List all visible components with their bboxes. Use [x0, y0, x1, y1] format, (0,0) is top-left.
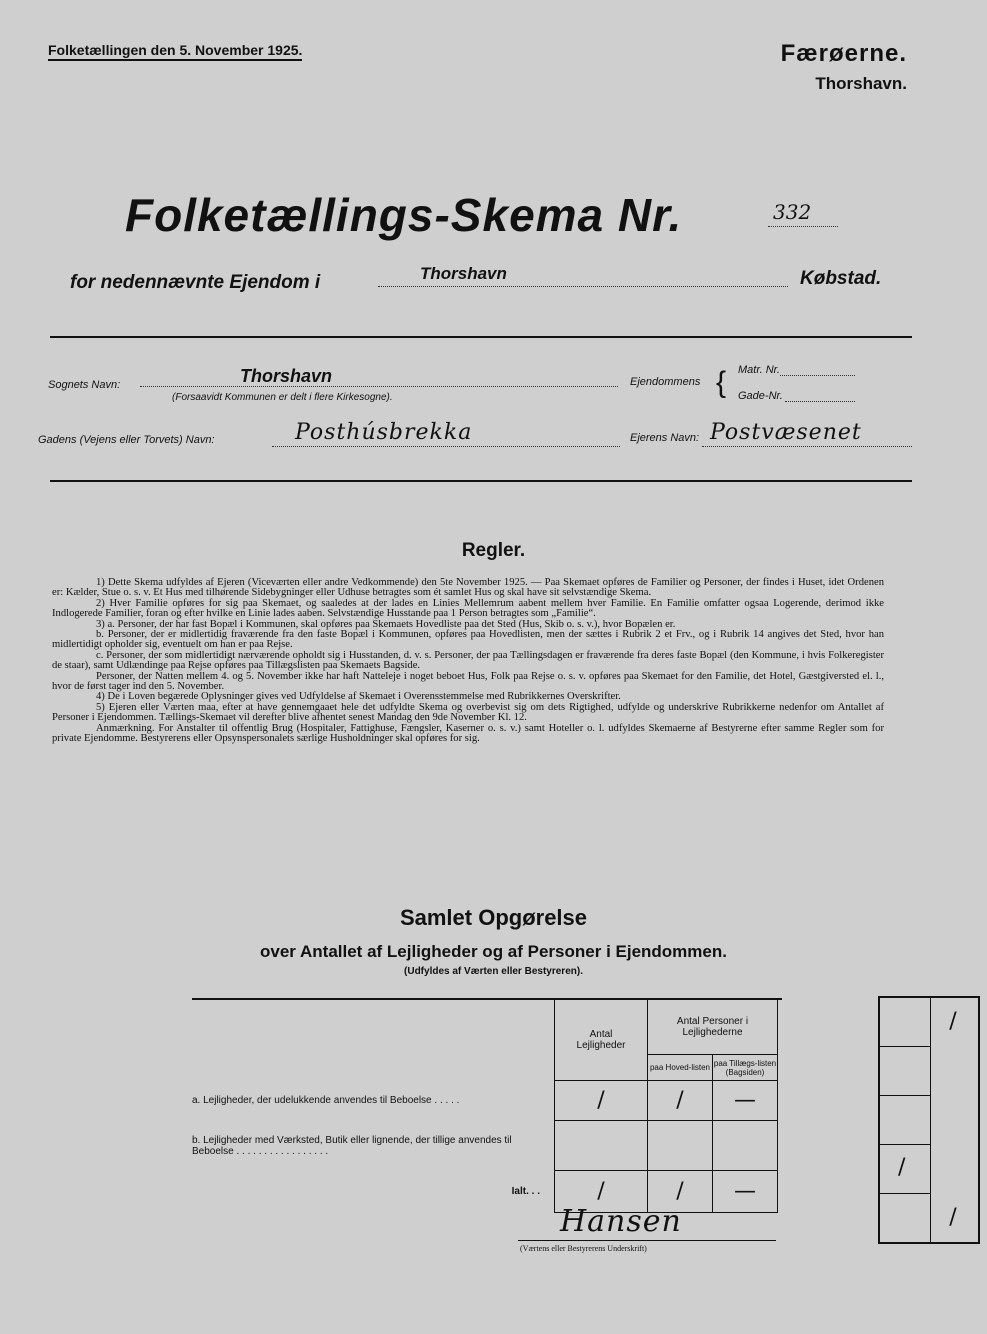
- col-persons-header: [648, 999, 778, 1055]
- header-census-date: Folketællingen den 5. November 1925.: [48, 42, 302, 61]
- rules-title: Regler.: [461, 540, 526, 561]
- side-row-2: [880, 1047, 931, 1096]
- row-a-label: a. Lejligheder, der udelukkende anvendes til Beboelse . . . . .: [192, 1081, 555, 1121]
- form-number: 332: [773, 200, 812, 224]
- summary-subtitle: over Antallet af Lejligheder og af Personer i Ejendommen.: [260, 942, 727, 961]
- side-mark-1: /: [949, 1009, 957, 1034]
- col-apartments-header: [555, 999, 648, 1081]
- subtitle-suffix: Købstad.: [800, 268, 882, 289]
- summary-title: Samlet Opgørelse: [399, 905, 588, 930]
- row-total-label: Ialt. . .: [192, 1171, 555, 1213]
- row-total-supp: —: [713, 1171, 778, 1213]
- row-a-apartments: /: [555, 1081, 648, 1121]
- signature-label: (Værtens eller Bestyrerens Underskrift): [520, 1244, 647, 1253]
- owner-label: Ejerens Navn:: [630, 432, 700, 444]
- rule-3-note: Personer, der Natten mellem 4. og 5. November ikke har haft Natteleje i noget beboet Hus, Folk paa Rejse o. s. v. opføres paa Skemaet for den Familie, det Hotel, Gæstgiversted el. l., hvor de først tager ind den 5. November.: [52, 670, 884, 693]
- street-label: Gadens (Vejens eller Torvets) Navn:: [38, 434, 215, 446]
- rule-5: 5) Ejeren eller Værten maa, efter at have gennemgaaet hele det udfyldte Skema og overbevist sig om dets Rigtighed, udfylde og underskrive Rubrikkerne nedenfor om Antallet af Personer i Ejendommen. Tællings-Skemaet vil derefter blive afhentet senest Mandag den 9de November Kl. 12.: [52, 701, 884, 724]
- rule-3c: c. Personer, der som midlertidigt nærværende opholdt sig i Husstanden, d. v. s. Personer, der paa Tællingsdagen er fraværende fra deres faste Bopæl (den Kommune, i hvis Folkeregister de staar), samt Udlændinge paa Rejse opføres paa Tillægslisten paa Skemaets Bagside.: [52, 649, 884, 672]
- rule-1: 1) Dette Skema udfyldes af Ejeren (Viceværten eller andre Vedkommende) den 5te November 1925. — Paa Skemaet opføres de Familier og Personer, der findes i Huset, idet Ordenen er: Kælder, Stue o. s. v. Et Hus med tilhørende Sidebygninger eller Udhuse betragtes som ét samlet Hus og skal have sit selvstændige Skema.: [52, 577, 884, 599]
- matr-label: Matr. Nr.: [738, 364, 780, 376]
- col-persons-label: Antal Personer i Lejlighederne: [676, 1015, 749, 1038]
- side-mark-3: [930, 1096, 976, 1144]
- street-value: Posthúsbrekka: [295, 420, 473, 445]
- col-main-header: paa Hoved-listen: [648, 1055, 713, 1081]
- row-total-main: /: [648, 1171, 713, 1213]
- side-tally-box: [878, 996, 980, 1244]
- col-supp-header: paa Tillægs-listen (Bagsiden): [713, 1055, 778, 1081]
- parish-label: Sognets Navn:: [48, 379, 121, 391]
- signature: Hansen: [560, 1204, 682, 1239]
- rule-2: 2) Hver Familie opføres for sig paa Skemaet, og saaledes at der lades en Linies Mellemrum aabent mellem hver Familie. En Familie omfatter ogsaa Logerende, derimod ikke Indlogerede Familier, foran og efter hvilke en Linie lades aaben. Selvstændige Husstande paa 1 Person betragtes som „Familie“.: [52, 597, 884, 620]
- divider-top: [50, 336, 912, 338]
- gade-label: Gade-Nr.: [738, 390, 783, 402]
- rule-3a: 3) a. Personer, der har fast Bopæl i Kommunen, skal opføres paa Skemaets Hovedliste paa det Sted (Hus, Skib o. s. v.), hvor Bopælen er.: [96, 618, 676, 630]
- row-b-apartments: [555, 1121, 648, 1171]
- matr-line: [780, 375, 855, 376]
- row-total-apartments: /: [555, 1171, 648, 1213]
- summary-note: (Udfyldes af Værten eller Bestyreren).: [404, 966, 583, 977]
- subtitle-prefix: for nedennævnte Ejendom i: [70, 272, 321, 293]
- form-title: Folketællings-Skema Nr.: [125, 189, 683, 241]
- row-b-main: [648, 1121, 713, 1171]
- summary-blank-sub: [192, 1055, 555, 1081]
- side-mark-5: /: [949, 1205, 957, 1230]
- row-a-supp: —: [713, 1081, 778, 1121]
- form-number-line: [768, 226, 838, 227]
- signature-line: [518, 1240, 776, 1241]
- side-row-4: [880, 1145, 931, 1194]
- row-b-supp: [713, 1121, 778, 1171]
- rule-3b: b. Personer, der er midlertidig fraværende fra den faste Bopæl i Kommunen, opføres paa Hovedlisten, men der sættes i Rubrik 2 et Frv., og i Rubrik 14 angives det Sted, hvor han midlertidigt opholder sig, eventuelt om han er paa Rejse.: [52, 629, 884, 651]
- property-brace: {: [716, 366, 727, 399]
- parish-value: Thorshavn: [240, 366, 333, 386]
- side-row-5: [880, 1194, 957, 1242]
- property-label: Ejendommens: [630, 376, 701, 388]
- rule-remark: Anmærkning. For Anstalter til offentlig Brug (Hospitaler, Fattighuse, Fængsler, Kaserner o. s. v.) samt Hoteller o. l. udfyldes Skemaerne af Bestyrerne efter samme Regler som for private Ejendomme. Bestyrerens eller Opsynspersonalets særlige Husholdninger skal opføres for sig.: [52, 722, 884, 745]
- owner-value: Postvæsenet: [710, 420, 862, 445]
- parish-note: (Forsaavidt Kommunen er delt i flere Kirkesogne).: [172, 392, 393, 403]
- street-line: [272, 446, 620, 447]
- owner-line: [702, 446, 912, 447]
- subtitle-city: Thorshavn: [420, 264, 507, 283]
- gade-line: [785, 401, 855, 402]
- divider-middle: [50, 480, 912, 482]
- side-row-1: [880, 998, 957, 1047]
- header-region: Færøerne.: [780, 40, 907, 67]
- rules-text: [52, 578, 884, 745]
- col-apartments-label: Antal Lejligheder: [576, 1028, 626, 1051]
- side-mark-2: [930, 1047, 976, 1095]
- summary-table: [192, 998, 778, 1213]
- rule-4: 4) De i Loven begærede Oplysninger gives ved Udfyldelse af Skemaet i Overensstemmelse med Rubrikkernes Overskrifter.: [96, 691, 621, 703]
- side-mark-4: /: [898, 1155, 906, 1180]
- row-a-main: /: [648, 1081, 713, 1121]
- row-b-label: b. Lejligheder med Værksted, Butik eller lignende, der tillige anvendes til Beboelse . . . . . . . . . . . . . . . . .: [192, 1121, 555, 1171]
- subtitle-line: [378, 286, 788, 287]
- side-row-3: [880, 1096, 931, 1145]
- header-town: Thorshavn.: [815, 74, 907, 93]
- summary-blank-header: [192, 999, 555, 1055]
- parish-line: [140, 386, 618, 387]
